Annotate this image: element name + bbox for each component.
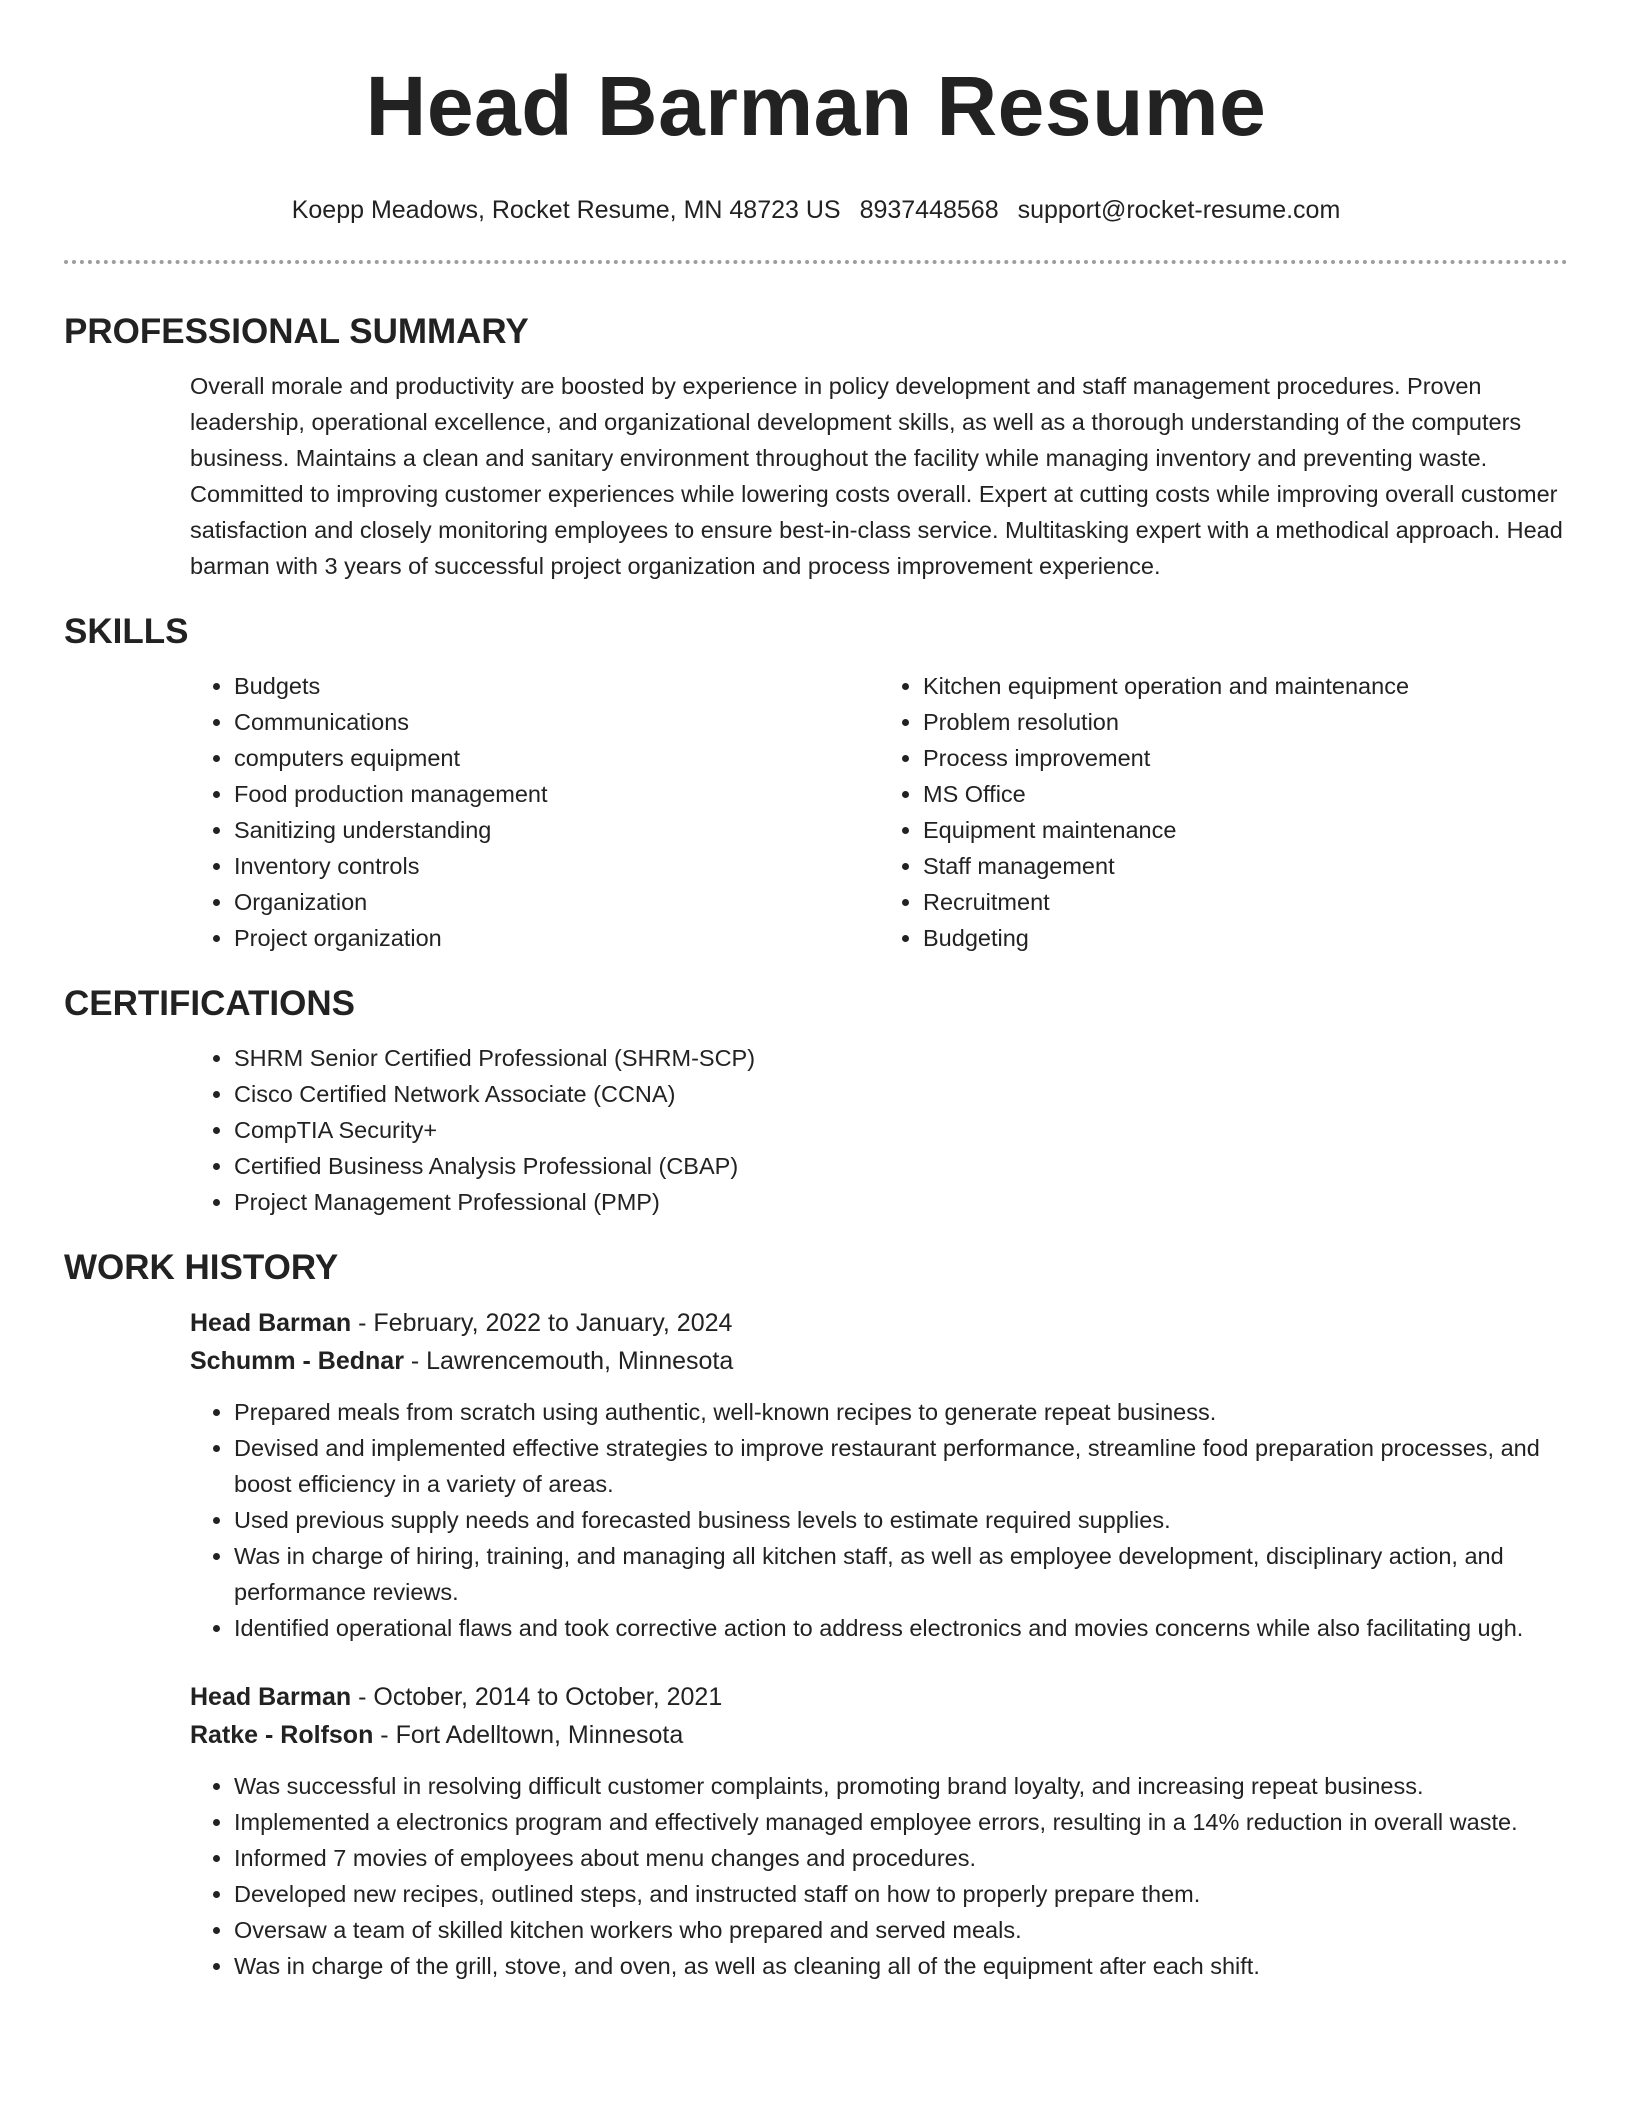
list-item: • Informed 7 movies of employees about menu changes and procedures. [234,1840,1568,1876]
job-dates: - February, 2022 to January, 2024 [351,1309,733,1337]
list-item: • Prepared meals from scratch using authentic, well-known recipes to generate repeat business. [234,1394,1568,1430]
list-item: • Was in charge of the grill, stove, and oven, as well as cleaning all of the equipment after each shift. [234,1948,1568,1984]
list-item: • Cisco Certified Network Associate (CCNA) [234,1076,1568,1112]
certifications-heading: CERTIFICATIONS [64,984,356,1023]
job-title-line [190,1678,1568,1716]
list-item: • Equipment maintenance [923,812,1568,848]
list-item: • Was in charge of hiring, training, and managing all kitchen staff, as well as employee development, disciplinary action, and performance reviews. [234,1538,1568,1610]
list-item: • CompTIA Security+ [234,1112,1568,1148]
job-location: - Fort Adelltown, Minnesota [373,1721,684,1749]
job-title: Head Barman [190,1309,352,1337]
list-item: • Project Management Professional (PMP) [234,1184,1568,1220]
list-item: • Food production management [234,776,879,812]
job-entry-1 [190,1304,1568,1646]
list-item: • Certified Business Analysis Professional (CBAP) [234,1148,1568,1184]
summary-text: Overall morale and productivity are boosted by experience in policy development and staff management procedures. Proven leadership, operational excellence, and organizational development skills, as well as a thorough understanding of the computers business. Maintains a clean and sanitary environment throughout the facility while managing inventory and preventing waste. Committed to improving customer experiences while lowering costs overall. Expert at cutting costs while improving overall customer satisfaction and closely monitoring employees to ensure best-in-class service. Multitasking expert with a methodical approach. Head barman with 3 years of successful project organization and process improvement experience. [190,373,1563,579]
list-item: • SHRM Senior Certified Professional (SHRM-SCP) [234,1040,1568,1076]
list-item: • Used previous supply needs and forecasted business levels to estimate required supplies. [234,1502,1568,1538]
list-item: • Communications [234,704,879,740]
work-heading: WORK HISTORY [64,1248,339,1287]
resume-page [64,0,1568,1984]
list-item: • Staff management [923,848,1568,884]
skills-list [190,668,1568,956]
job-company-line [190,1342,1568,1380]
summary-heading: PROFESSIONAL SUMMARY [64,312,529,351]
list-item: • Budgeting [923,920,1568,956]
list-item: • Organization [234,884,879,920]
job-bullets [190,1768,1568,1984]
list-item: • Developed new recipes, outlined steps, and instructed staff on how to properly prepare them. [234,1876,1568,1912]
list-item: • Project organization [234,920,879,956]
list-item: • Was successful in resolving difficult customer complaints, promoting brand loyalty, and increasing repeat business. [234,1768,1568,1804]
contact-address: Koepp Meadows, Rocket Resume, MN 48723 US [291,196,841,224]
page-title: Head Barman Resume [365,59,1267,153]
certifications-bullets [190,1040,1568,1220]
list-item: • Devised and implemented effective strategies to improve restaurant performance, streamline food preparation processes, and boost efficiency in a variety of areas. [234,1430,1568,1502]
list-item: • Budgets [234,668,879,704]
certifications-list [190,1040,1568,1220]
skills-heading: SKILLS [64,612,189,651]
job-company: Schumm - Bednar [190,1347,404,1375]
list-item: • MS Office [923,776,1568,812]
list-item: • Sanitizing understanding [234,812,879,848]
list-item: • Process improvement [923,740,1568,776]
header-divider [64,260,1568,264]
job-title-line [190,1304,1568,1342]
list-item: • Problem resolution [923,704,1568,740]
list-item: • Recruitment [923,884,1568,920]
job-dates: - October, 2014 to October, 2021 [351,1683,723,1711]
skills-column-left [190,668,879,956]
job-entry-2 [190,1678,1568,1984]
job-title: Head Barman [190,1683,352,1711]
contact-email: support@rocket-resume.com [1017,196,1341,224]
job-company-line [190,1716,1568,1754]
list-item: • Oversaw a team of skilled kitchen workers who prepared and served meals. [234,1912,1568,1948]
job-bullets [190,1394,1568,1646]
list-item: • Implemented a electronics program and effectively managed employee errors, resulting in a 14% reduction in overall waste. [234,1804,1568,1840]
list-item: • Kitchen equipment operation and maintenance [923,668,1568,704]
list-item: • computers equipment [234,740,879,776]
job-location: - Lawrencemouth, Minnesota [403,1347,734,1375]
skills-column-right [879,668,1568,956]
list-item: • Inventory controls [234,848,879,884]
job-company: Ratke - Rolfson [190,1721,374,1749]
list-item: • Identified operational flaws and took corrective action to address electronics and movies concerns while also facilitating ugh. [234,1610,1568,1646]
contact-line [64,194,1568,226]
contact-phone: 8937448568 [859,196,999,224]
